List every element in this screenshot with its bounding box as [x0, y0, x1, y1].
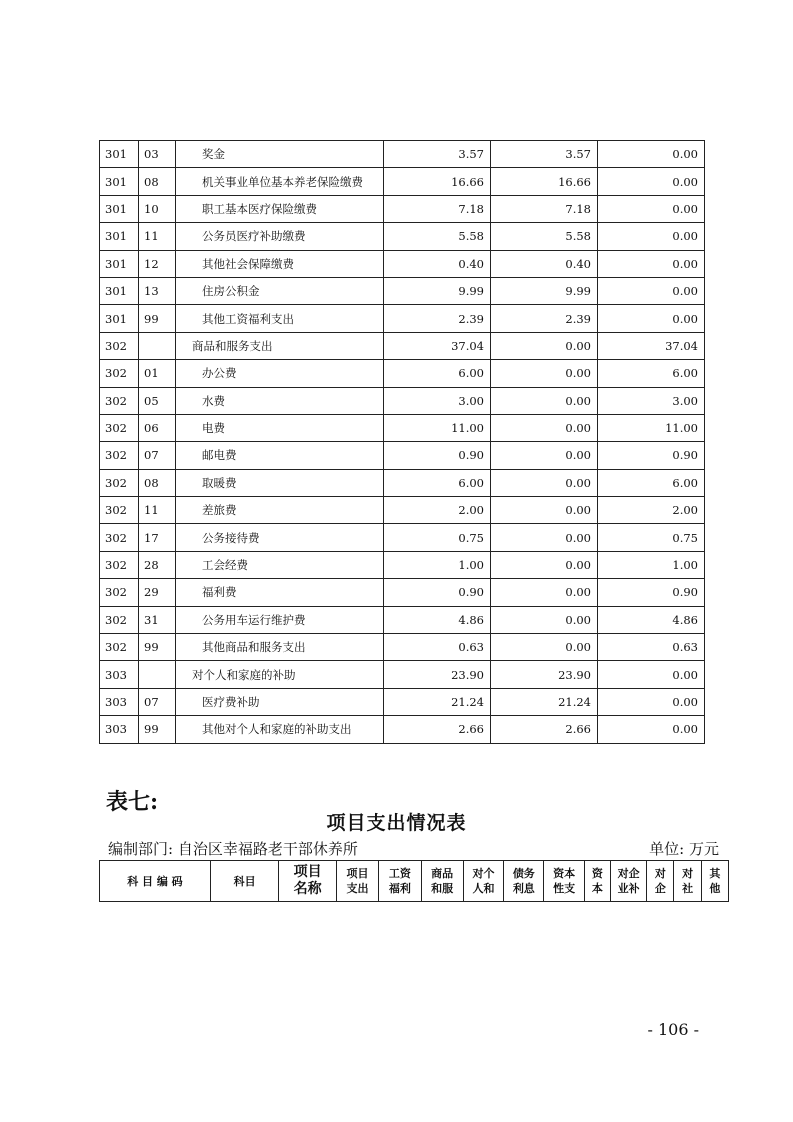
header-enterprise-subsidy: 对企 业补	[610, 861, 646, 902]
subject-name-cell: 商品和服务支出	[176, 332, 384, 359]
table-row	[100, 716, 705, 743]
project-expense-cell: 1.00	[598, 551, 705, 578]
subject-name-cell: 水费	[176, 387, 384, 414]
item-code-cell	[139, 332, 176, 359]
total-cell: 2.66	[384, 716, 491, 743]
table-row	[100, 414, 705, 441]
project-expense-cell: 11.00	[598, 414, 705, 441]
header-goods-services: 商品 和服	[421, 861, 463, 902]
basic-expense-cell: 0.00	[491, 551, 598, 578]
subject-name-cell: 取暖费	[176, 469, 384, 496]
class-code-cell: 302	[100, 606, 139, 633]
subject-name-cell: 工会经费	[176, 551, 384, 578]
class-code-cell: 302	[100, 497, 139, 524]
item-code-cell: 07	[139, 442, 176, 469]
basic-expense-cell: 16.66	[491, 168, 598, 195]
class-code-cell: 302	[100, 414, 139, 441]
total-cell: 7.18	[384, 195, 491, 222]
header-code: 科 目 编 码	[100, 861, 211, 902]
class-code-cell: 302	[100, 360, 139, 387]
total-cell: 16.66	[384, 168, 491, 195]
total-cell: 5.58	[384, 223, 491, 250]
table-row	[100, 442, 705, 469]
table-row	[100, 305, 705, 332]
table-row	[100, 141, 705, 168]
header-project-expense: 项目 支出	[336, 861, 378, 902]
expense-detail-table	[99, 140, 705, 744]
total-cell: 9.99	[384, 277, 491, 304]
basic-expense-cell: 0.00	[491, 360, 598, 387]
project-expense-cell: 0.90	[598, 442, 705, 469]
basic-expense-cell: 0.00	[491, 606, 598, 633]
item-code-cell: 05	[139, 387, 176, 414]
project-expense-cell: 0.00	[598, 195, 705, 222]
table-row	[100, 168, 705, 195]
class-code-cell: 303	[100, 661, 139, 688]
table-row	[100, 223, 705, 250]
table-row	[100, 387, 705, 414]
item-code-cell: 99	[139, 305, 176, 332]
subject-name-cell: 福利费	[176, 579, 384, 606]
project-expense-cell: 0.90	[598, 579, 705, 606]
table-row	[100, 524, 705, 551]
table-row	[100, 606, 705, 633]
header-capital: 资 本	[584, 861, 610, 902]
header-capital-expense: 资本 性支	[544, 861, 584, 902]
project-expense-cell: 0.00	[598, 688, 705, 715]
total-cell: 6.00	[384, 469, 491, 496]
class-code-cell: 302	[100, 524, 139, 551]
table-row	[100, 634, 705, 661]
header-to-social: 对 社	[674, 861, 701, 902]
item-code-cell: 28	[139, 551, 176, 578]
project-expense-cell: 0.00	[598, 716, 705, 743]
total-cell: 6.00	[384, 360, 491, 387]
subject-name-cell: 电费	[176, 414, 384, 441]
class-code-cell: 301	[100, 168, 139, 195]
project-expense-cell: 2.00	[598, 497, 705, 524]
basic-expense-cell: 0.00	[491, 387, 598, 414]
table-row	[100, 661, 705, 688]
total-cell: 23.90	[384, 661, 491, 688]
basic-expense-cell: 0.00	[491, 414, 598, 441]
table-row	[100, 469, 705, 496]
basic-expense-cell: 5.58	[491, 223, 598, 250]
project-expense-cell: 0.00	[598, 277, 705, 304]
class-code-cell: 302	[100, 551, 139, 578]
subject-name-cell: 职工基本医疗保险缴费	[176, 195, 384, 222]
header-subject: 科目	[210, 861, 279, 902]
subject-name-cell: 住房公积金	[176, 277, 384, 304]
total-cell: 3.00	[384, 387, 491, 414]
project-expense-cell: 3.00	[598, 387, 705, 414]
item-code-cell: 12	[139, 250, 176, 277]
basic-expense-cell: 0.00	[491, 442, 598, 469]
table-row	[100, 195, 705, 222]
compiling-department: 编制部门: 自治区幸福路老干部休养所	[108, 840, 358, 858]
table-row	[100, 497, 705, 524]
subject-name-cell: 对个人和家庭的补助	[176, 661, 384, 688]
subject-name-cell: 机关事业单位基本养老保险缴费	[176, 168, 384, 195]
class-code-cell: 302	[100, 387, 139, 414]
total-cell: 0.90	[384, 579, 491, 606]
total-cell: 0.63	[384, 634, 491, 661]
subject-name-cell: 公务接待费	[176, 524, 384, 551]
basic-expense-cell: 0.00	[491, 634, 598, 661]
project-expense-cell: 0.00	[598, 168, 705, 195]
subject-name-cell: 办公费	[176, 360, 384, 387]
class-code-cell: 301	[100, 223, 139, 250]
class-code-cell: 301	[100, 250, 139, 277]
basic-expense-cell: 2.66	[491, 716, 598, 743]
project-expense-cell: 6.00	[598, 469, 705, 496]
table-row	[100, 579, 705, 606]
basic-expense-cell: 0.00	[491, 524, 598, 551]
table-row	[100, 688, 705, 715]
class-code-cell: 302	[100, 579, 139, 606]
item-code-cell	[139, 661, 176, 688]
subject-name-cell: 邮电费	[176, 442, 384, 469]
subject-name-cell: 其他对个人和家庭的补助支出	[176, 716, 384, 743]
project-expense-cell: 37.04	[598, 332, 705, 359]
item-code-cell: 06	[139, 414, 176, 441]
item-code-cell: 08	[139, 469, 176, 496]
item-code-cell: 17	[139, 524, 176, 551]
unit-label: 单位: 万元	[649, 840, 719, 858]
item-code-cell: 99	[139, 634, 176, 661]
project-expense-cell: 4.86	[598, 606, 705, 633]
item-code-cell: 29	[139, 579, 176, 606]
table-row	[100, 277, 705, 304]
subject-name-cell: 医疗费补助	[176, 688, 384, 715]
header-project-name: 项目 名称	[279, 861, 336, 902]
class-code-cell: 302	[100, 442, 139, 469]
class-code-cell: 301	[100, 305, 139, 332]
item-code-cell: 03	[139, 141, 176, 168]
project-expense-header-table	[99, 860, 729, 902]
header-to-enterprise: 对 企	[647, 861, 674, 902]
subject-name-cell: 其他商品和服务支出	[176, 634, 384, 661]
total-cell: 11.00	[384, 414, 491, 441]
total-cell: 21.24	[384, 688, 491, 715]
project-expense-cell: 0.75	[598, 524, 705, 551]
basic-expense-cell: 0.00	[491, 469, 598, 496]
basic-expense-cell: 0.00	[491, 332, 598, 359]
basic-expense-cell: 0.00	[491, 497, 598, 524]
subject-name-cell: 公务用车运行维护费	[176, 606, 384, 633]
item-code-cell: 10	[139, 195, 176, 222]
basic-expense-cell: 0.00	[491, 579, 598, 606]
item-code-cell: 99	[139, 716, 176, 743]
subject-name-cell: 差旅费	[176, 497, 384, 524]
basic-expense-cell: 21.24	[491, 688, 598, 715]
expense-detail-table-body	[100, 141, 705, 744]
basic-expense-cell: 7.18	[491, 195, 598, 222]
total-cell: 0.40	[384, 250, 491, 277]
page-number: - 106 -	[647, 1020, 699, 1039]
total-cell: 0.75	[384, 524, 491, 551]
table-row	[100, 250, 705, 277]
class-code-cell: 301	[100, 195, 139, 222]
table-title: 项目支出情况表	[326, 812, 467, 834]
table-row	[100, 360, 705, 387]
total-cell: 37.04	[384, 332, 491, 359]
table-seven-label: 表七:	[106, 789, 159, 815]
project-expense-cell: 0.00	[598, 305, 705, 332]
class-code-cell: 303	[100, 688, 139, 715]
header-salary-welfare: 工资 福利	[379, 861, 421, 902]
header-row	[100, 861, 729, 902]
item-code-cell: 11	[139, 223, 176, 250]
project-expense-cell: 0.00	[598, 141, 705, 168]
class-code-cell: 303	[100, 716, 139, 743]
class-code-cell: 302	[100, 332, 139, 359]
item-code-cell: 01	[139, 360, 176, 387]
project-expense-cell: 0.00	[598, 223, 705, 250]
class-code-cell: 301	[100, 141, 139, 168]
project-expense-cell: 6.00	[598, 360, 705, 387]
item-code-cell: 11	[139, 497, 176, 524]
subject-name-cell: 奖金	[176, 141, 384, 168]
subject-name-cell: 公务员医疗补助缴费	[176, 223, 384, 250]
total-cell: 0.90	[384, 442, 491, 469]
basic-expense-cell: 2.39	[491, 305, 598, 332]
project-expense-cell: 0.63	[598, 634, 705, 661]
basic-expense-cell: 3.57	[491, 141, 598, 168]
header-individual-subsidy: 对个 人和	[463, 861, 503, 902]
project-expense-cell: 0.00	[598, 661, 705, 688]
class-code-cell: 301	[100, 277, 139, 304]
class-code-cell: 302	[100, 469, 139, 496]
total-cell: 3.57	[384, 141, 491, 168]
item-code-cell: 13	[139, 277, 176, 304]
basic-expense-cell: 9.99	[491, 277, 598, 304]
item-code-cell: 07	[139, 688, 176, 715]
subject-name-cell: 其他社会保障缴费	[176, 250, 384, 277]
project-expense-cell: 0.00	[598, 250, 705, 277]
total-cell: 1.00	[384, 551, 491, 578]
subject-name-cell: 其他工资福利支出	[176, 305, 384, 332]
class-code-cell: 302	[100, 634, 139, 661]
total-cell: 4.86	[384, 606, 491, 633]
total-cell: 2.39	[384, 305, 491, 332]
total-cell: 2.00	[384, 497, 491, 524]
basic-expense-cell: 23.90	[491, 661, 598, 688]
item-code-cell: 31	[139, 606, 176, 633]
table-row	[100, 332, 705, 359]
header-debt-interest: 债务 利息	[504, 861, 544, 902]
table-row	[100, 551, 705, 578]
item-code-cell: 08	[139, 168, 176, 195]
header-other: 其 他	[701, 861, 728, 902]
basic-expense-cell: 0.40	[491, 250, 598, 277]
